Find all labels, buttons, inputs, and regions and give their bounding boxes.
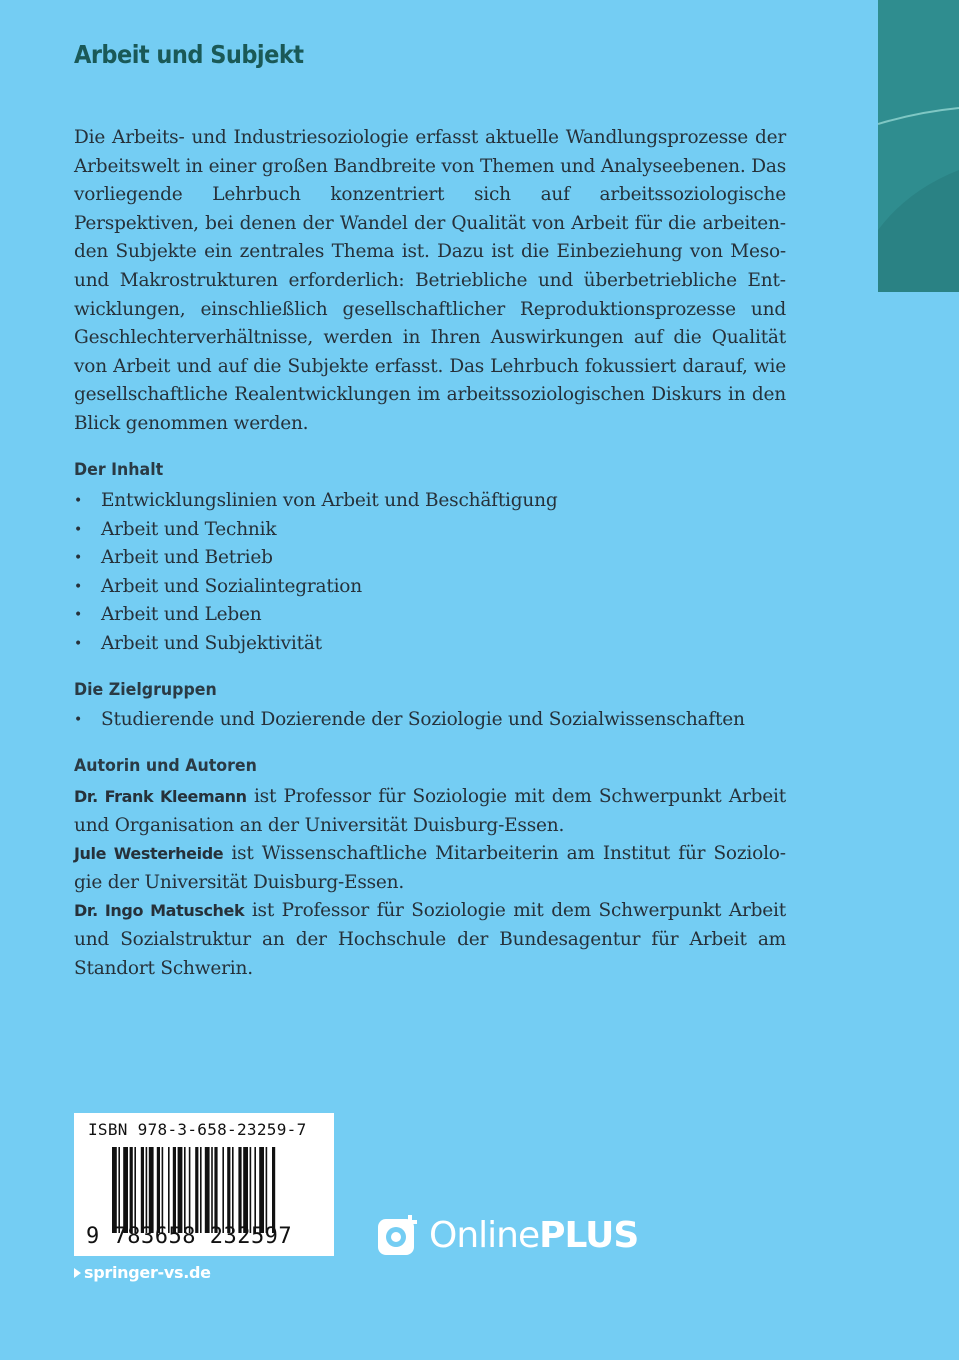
triangle-arrow-icon	[74, 1268, 81, 1278]
isbn-barcode	[74, 1113, 334, 1256]
list-item: • Arbeit und Betrieb	[74, 544, 558, 573]
author-entry	[74, 840, 786, 897]
author-bio: ist Professor für Soziologie mit dem Schwerpunkt Arbeit und Sozialstruktur an der Hochschule der Bundesagentur für Arbeit am Standort Schwerin.	[74, 900, 786, 979]
barcode-bars	[112, 1147, 312, 1233]
website-text: springer-vs.de	[84, 1263, 211, 1282]
authors-heading: Autorin und Autoren	[74, 756, 257, 776]
author-entry	[74, 783, 786, 840]
list-item: • Arbeit und Sozialintegration	[74, 573, 558, 602]
target-group-heading: Die Zielgruppen	[74, 680, 217, 700]
book-title: Arbeit und Subjekt	[74, 40, 304, 69]
list-item: • Arbeit und Subjektivität	[74, 630, 558, 659]
list-item: • Studierende und Dozierende der Soziologie und Sozialwissenschaften	[74, 706, 745, 735]
author-bio: ist Professor für Soziologie mit dem Schwerpunkt Arbeit und Organisation an der Universität Duisburg-Essen.	[74, 786, 786, 836]
list-item: • Arbeit und Technik	[74, 516, 558, 545]
author-name: Jule Westerheide	[74, 844, 224, 864]
online-plus-text	[429, 1215, 639, 1256]
target-group-list	[74, 706, 745, 735]
authors-block	[74, 783, 786, 983]
online-plus-logo	[377, 1214, 638, 1258]
decorative-corner-panel	[878, 0, 959, 292]
isbn-label: ISBN 978-3-658-23259-7	[88, 1120, 307, 1139]
author-name: Dr. Ingo Matuschek	[74, 901, 245, 921]
content-heading: Der Inhalt	[74, 460, 164, 480]
author-name: Dr. Frank Kleemann	[74, 787, 247, 806]
online-word: Online	[429, 1215, 540, 1256]
barcode-digits: 9 783658 232597	[86, 1224, 293, 1249]
online-plus-icon	[377, 1214, 423, 1258]
plus-word: PLUS	[539, 1215, 639, 1256]
content-list	[74, 487, 558, 659]
author-entry	[74, 897, 786, 983]
list-item: • Arbeit und Leben	[74, 601, 558, 630]
author-bio: ist Wissenschaftliche Mitarbeiterin am Institut für Soziologie der Universität Duisburg-Essen.	[74, 843, 786, 893]
list-item: • Entwicklungslinien von Arbeit und Beschäftigung	[74, 487, 558, 516]
intro-paragraph: Die Arbeits- und Industriesoziologie erfasst aktuelle Wandlungsprozesse der Arbeitswelt in einer großen Bandbreite von Themen und Analyseebenen. Das vorliegende Lehrbuch konzentriert sich auf arbeitssoziologische Perspektiven, bei denen der Wandel der Qualität von Arbeit für die arbeitenden Subjekte ein zentrales Thema ist. Dazu ist die Einbeziehung von Meso- und Makrostrukturen erforderlich: Betriebliche und überbetriebliche Entwicklungen, einschließlich gesellschaftlicher Reproduktionsprozesse und Geschlechterverhältnisse, werden in Ihren Auswirkungen auf die Qualität von Arbeit und auf die Subjekte erfasst. Das Lehrbuch fokussiert darauf, wie gesellschaftliche Realentwicklungen im arbeitssoziologischen Diskurs in den Blick genommen werden.	[74, 127, 786, 434]
website-link[interactable]	[74, 1263, 211, 1282]
